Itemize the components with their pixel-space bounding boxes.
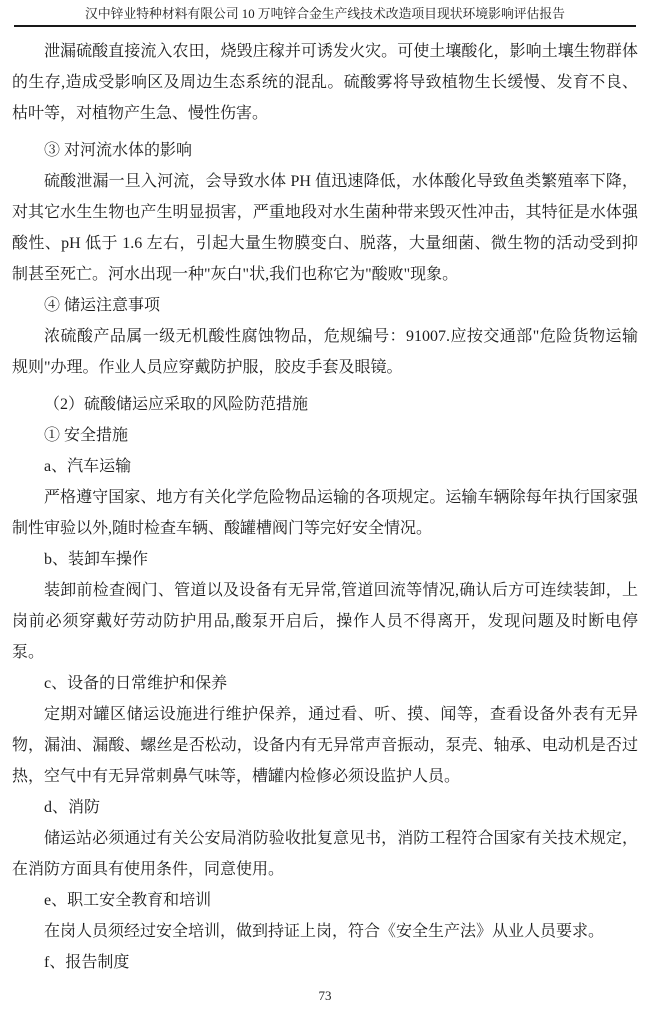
paragraph: 浓硫酸产品属一级无机酸性腐蚀物品，危规编号：91007.应按交通部"危险货物运输规则"办理。作业人员应穿戴防护服，胶皮手套及眼镜。 (12, 328, 638, 376)
page-number: 73 (318, 988, 332, 1003)
list-item-heading: a、汽车运输 (44, 458, 132, 475)
paragraph: 装卸前检查阀门、管道以及设备有无异常,管道回流等情况,确认后方可连续装卸，上岗前必须穿戴好劳动防护用品,酸泵开启后，操作人员不得离开，发现问题及时断电停泵。 (12, 582, 638, 661)
section-heading: ④ 储运注意事项 (44, 297, 161, 314)
section-heading: ① 安全措施 (44, 427, 129, 444)
paragraph: 泄漏硫酸直接流入农田，烧毁庄稼并可诱发火灾。可使土壤酸化，影响土壤生物群体的生存,造成受影响区及周边生态系统的混乱。硫酸雾将导致植物生长缓慢、发育不良、枯叶等，对植物产生急、慢性伤害。 (12, 43, 638, 122)
list-item-heading: e、职工安全教育和培训 (44, 892, 212, 909)
paragraph: 在岗人员须经过安全培训，做到持证上岗，符合《安全生产法》从业人员要求。 (44, 923, 605, 940)
paragraph: 硫酸泄漏一旦入河流，会导致水体 PH 值迅速降低，水体酸化导致鱼类繁殖率下降，对其它水生生物也产生明显损害，严重地段对水生菌种带来毁灭性冲击，其特征是水体强酸性、pH 低于 1.6 左右，引起大量生物膜变白、脱落，大量细菌、微生物的活动受到抑制甚至死亡。河水出现一种"灰白"状,我们也称它为"酸败"现象。 (12, 173, 638, 283)
paragraph: 严格遵守国家、地方有关化学危险物品运输的各项规定。运输车辆除每年执行国家强制性审验以外,随时检查车辆、酸罐槽阀门等完好安全情况。 (12, 489, 638, 537)
section-heading: （2）硫酸储运应采取的风险防范措施 (44, 396, 309, 413)
paragraph: 定期对罐区储运设施进行维护保养，通过看、听、摸、闻等，查看设备外表有无异物，漏油、漏酸、螺丝是否松动，设备内有无异常声音振动，泵壳、轴承、电动机是否过热，空气中有无异常刺鼻气味等，槽罐内检修必须设监护人员。 (12, 706, 638, 785)
list-item-heading: f、报告制度 (44, 954, 130, 971)
list-item-heading: c、设备的日常维护和保养 (44, 675, 228, 692)
list-item-heading: b、装卸车操作 (44, 551, 149, 568)
running-header: 汉中锌业特种材料有限公司 10 万吨锌合金生产线技术改造项目现状环境影响评估报告 (85, 7, 565, 21)
document-body (12, 36, 638, 978)
header-rule (14, 25, 636, 27)
section-heading: ③ 对河流水体的影响 (44, 142, 193, 159)
list-item-heading: d、消防 (44, 799, 101, 816)
paragraph: 储运站必须通过有关公安局消防验收批复意见书，消防工程符合国家有关技术规定，在消防方面具有使用条件，同意使用。 (12, 830, 638, 878)
